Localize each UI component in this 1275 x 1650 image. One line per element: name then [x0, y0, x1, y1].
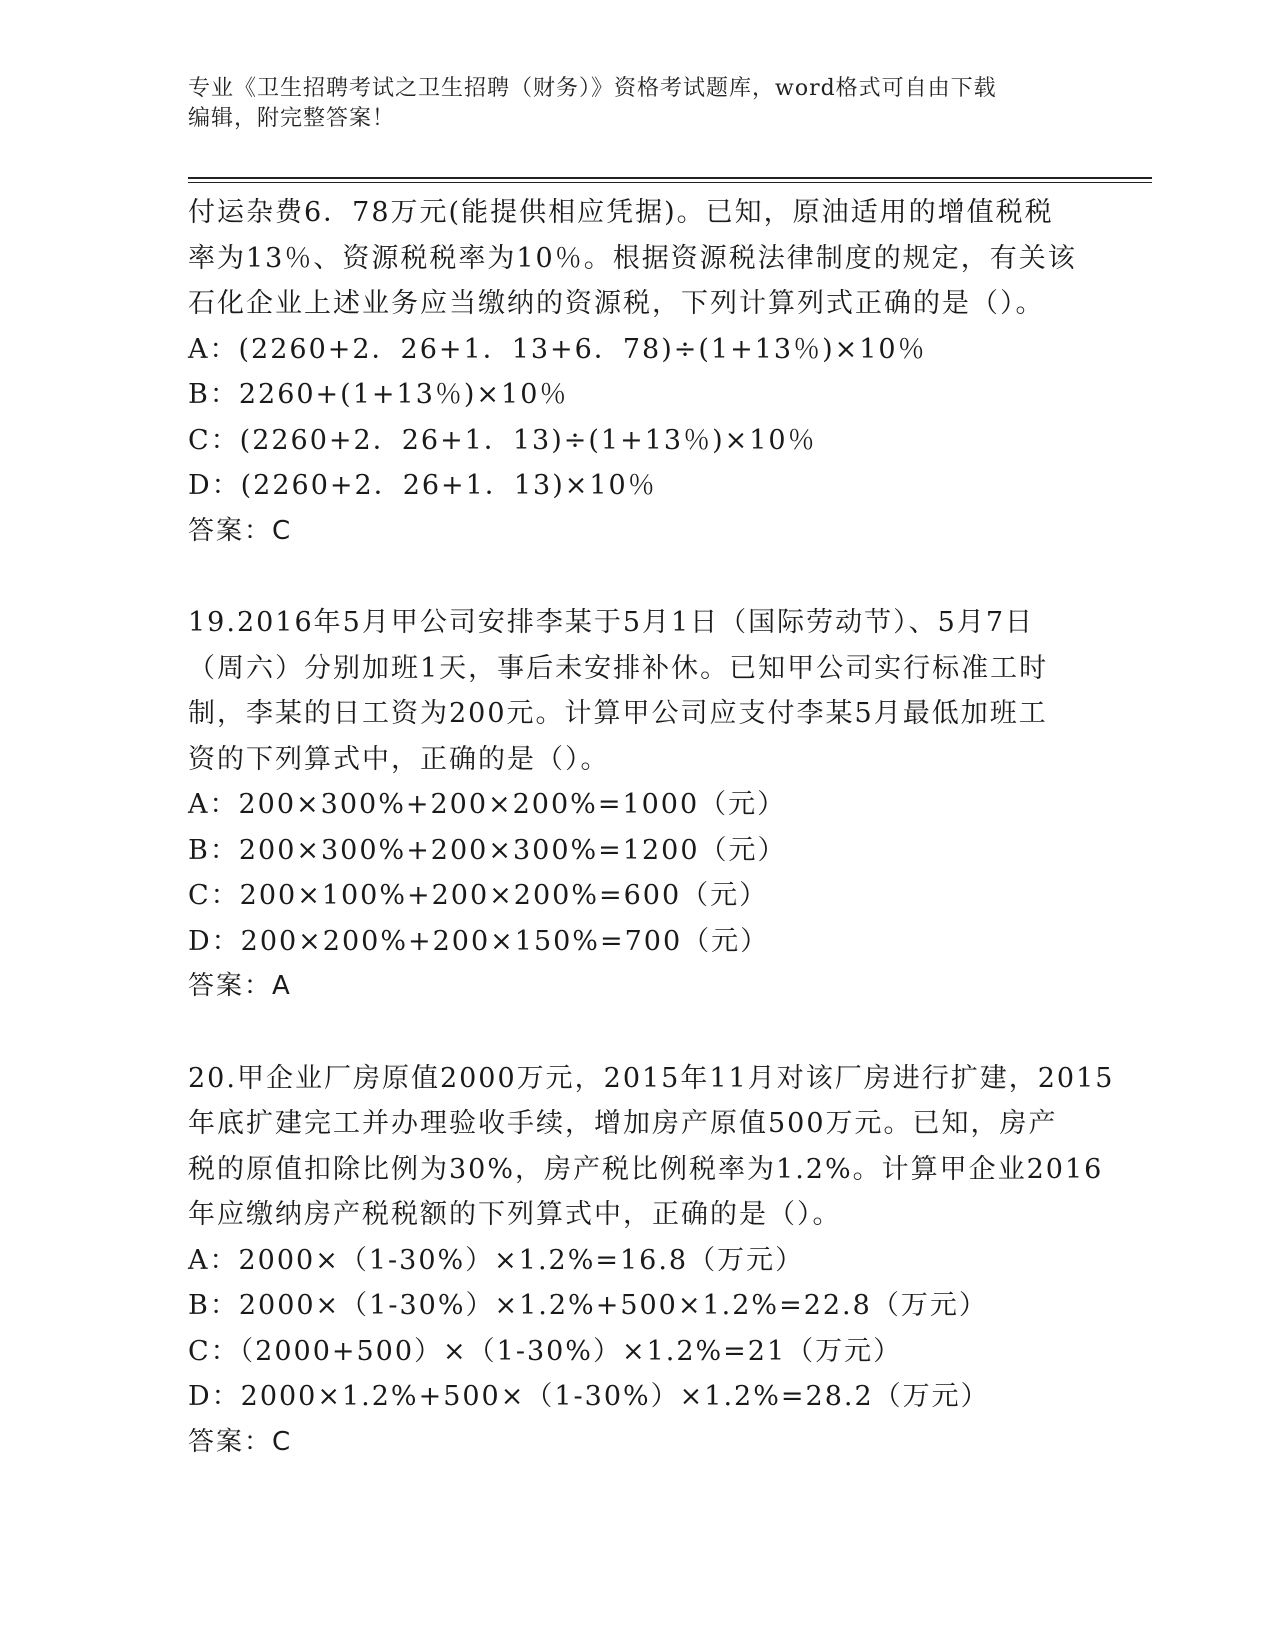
question-19-stem-line: 19.2016年5月甲公司安排李某于5月1日（国际劳动节）、5月7日 — [188, 607, 1035, 638]
question-19-stem-line: 制，李某的日工资为200元。计算甲公司应支付李某5月最低加班工 — [188, 698, 1048, 729]
question-19-stem-line: （周六）分别加班1天，事后未安排补休。已知甲公司实行标准工时 — [188, 652, 1049, 684]
question-19-option-d: D：200×200%+200×150%=700（元） — [188, 925, 770, 957]
header-line-1: 专业《卫生招聘考试之卫生招聘（财务）》资格考试题库，word格式可自由下载 — [188, 76, 997, 101]
question-20-stem-line: 税的原值扣除比例为30%，房产税比例税率为1.2%。计算甲企业2016 — [188, 1153, 1104, 1185]
question-20-option-c: C：（2000+500）×（1-30%）×1.2%=21（万元） — [188, 1335, 903, 1367]
header-divider-thin — [188, 182, 1152, 183]
document-header — [188, 74, 1088, 134]
question-18-option-b: B：2260+(1+13％)×10％ — [188, 379, 569, 410]
question-20-option-d: D：2000×1.2%+500×（1-30%）×1.2%=28.2（万元） — [188, 1381, 990, 1412]
header-line-2: 编辑，附完整答案！ — [188, 106, 396, 131]
question-spacer — [188, 1010, 1088, 1056]
question-19 — [188, 600, 1088, 1010]
question-20-stem-line: 20.甲企业厂房原值2000万元，2015年11月对该厂房进行扩建，2015 — [188, 1062, 1115, 1094]
question-20-option-a: A：2000×（1-30%）×1.2%=16.8（万元） — [188, 1244, 805, 1276]
question-20 — [188, 1056, 1115, 1466]
question-18-stem-line: 付运杂费6．78万元(能提供相应凭据)。已知，原油适用的增值税税 — [188, 197, 1054, 228]
question-18-stem-line: 石化企业上述业务应当缴纳的资源税，下列计算列式正确的是（）。 — [188, 288, 1045, 319]
question-19-option-a: A：200×300%+200×200%=1000（元） — [188, 789, 787, 820]
question-spacer — [188, 554, 1088, 600]
question-20-answer: 答案：C — [188, 1426, 293, 1457]
question-19-answer: 答案：A — [188, 971, 292, 1001]
header-divider-thick — [188, 177, 1152, 179]
question-18 — [188, 190, 1088, 554]
question-18-option-c: C：(2260+2．26+1．13)÷(1+13％)×10％ — [188, 424, 817, 456]
question-19-option-b: B：200×300%+200×300%=1200（元） — [188, 834, 787, 866]
question-18-option-d: D：(2260+2．26+1．13)×10％ — [188, 470, 657, 501]
question-18-option-a: A：(2260+2．26+1．13+6．78)÷(1+13％)×10％ — [188, 333, 927, 365]
question-20-option-b: B：2000×（1-30%）×1.2%+500×1.2%=22.8（万元） — [188, 1290, 988, 1321]
question-20-stem-line: 年底扩建完工并办理验收手续，增加房产原值500万元。已知，房产 — [188, 1108, 1058, 1139]
question-content — [188, 190, 1115, 1465]
question-18-answer: 答案：C — [188, 515, 293, 546]
question-19-stem-line: 资的下列算式中，正确的是（）。 — [188, 743, 610, 775]
question-19-option-c: C：200×100%+200×200%=600（元） — [188, 880, 769, 911]
question-18-stem-line: 率为13％、资源税税率为10％。根据资源税法律制度的规定，有关该 — [188, 242, 1077, 274]
question-20-stem-line: 年应缴纳房产税税额的下列算式中，正确的是（）。 — [188, 1199, 842, 1230]
